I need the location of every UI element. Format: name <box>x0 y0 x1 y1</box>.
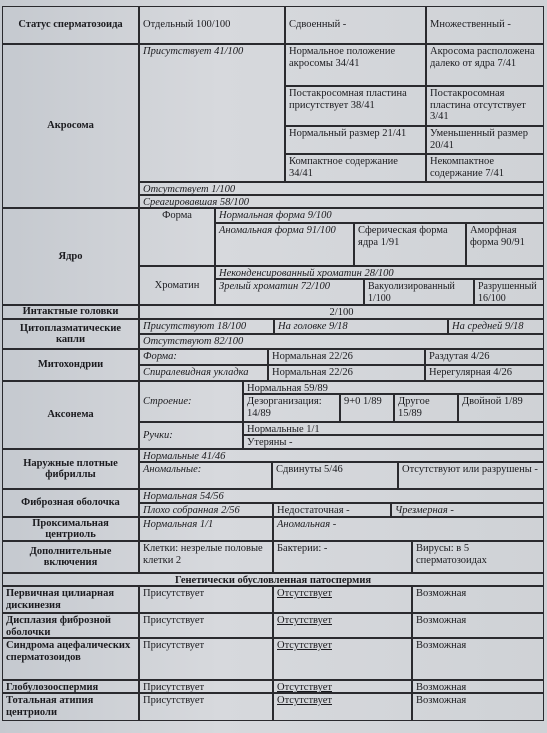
genetic-row-absent: Отсутствует <box>273 613 412 638</box>
sheath-insufficient: Недостаточная - <box>273 503 391 517</box>
handles-normal: Нормальные 1/1 <box>243 422 544 435</box>
fibrils-normal: Нормальные 41/46 <box>139 449 544 462</box>
genetic-row-absent: Отсутствует <box>273 638 412 680</box>
outer-fibrils-label: Наружные плотные фибриллы <box>2 449 139 489</box>
sheath-poorly: Плохо собранная 2/56 <box>139 503 273 517</box>
genetic-row-possible: Возможная <box>412 693 544 721</box>
genetic-row-absent: Отсутствует <box>273 586 412 613</box>
acrosome-far-position: Акросома расположена далеко от ядра 7/41 <box>426 44 544 86</box>
intact-heads-label: Интактные головки <box>2 305 139 319</box>
inclusions-bacteria: Бактерии: - <box>273 541 412 573</box>
cyto-drops-on-head: На головке 9/18 <box>274 319 448 334</box>
acrosome-compact: Компактное содержание 34/41 <box>285 154 426 182</box>
cyto-drops-present: Присутствуют 18/100 <box>139 319 274 334</box>
handles-lost: Утеряны - <box>243 435 544 449</box>
genetic-row-present: Присутствует <box>139 693 273 721</box>
genetic-row-present: Присутствует <box>139 613 273 638</box>
axoneme-handles: Ручки: <box>139 422 243 449</box>
genetic-title: Генетически обусловленная патоспермия <box>2 573 544 586</box>
acrosome-present: Присутствует 41/100 <box>139 44 285 182</box>
genetic-row-label: Тотальная атипия центриоли <box>2 693 139 721</box>
genetic-row-absent: Отсутствует <box>273 693 412 721</box>
chromatin-destroyed: Разрушенный 16/100 <box>474 279 544 305</box>
acrosome-reacted: Среагировавшая 58/100 <box>139 195 544 208</box>
axoneme-disorganization: Дезорганизация: 14/89 <box>243 394 340 422</box>
genetic-row-absent: Отсутствует <box>273 680 412 693</box>
axoneme-label: Аксонема <box>2 381 139 449</box>
mito-swollen: Раздутая 4/26 <box>425 349 544 365</box>
centriole-normal: Нормальная 1/1 <box>139 517 273 541</box>
chromatin-vacuolized: Вакуолизированный 1/100 <box>364 279 474 305</box>
nucleus-spherical: Сферическая форма ядра 1/91 <box>354 223 466 266</box>
acrosome-reduced-size: Уменьшенный размер 20/41 <box>426 126 544 154</box>
cyto-drops-middle: На средней 9/18 <box>448 319 544 334</box>
nucleus-form-label: Форма <box>139 208 215 266</box>
mitochondria-label: Митохондрии <box>2 349 139 381</box>
sheath-normal: Нормальная 54/56 <box>139 489 544 503</box>
mito-irregular: Нерегулярная 4/26 <box>425 365 544 381</box>
genetic-row-label: Дисплазия фиброзной оболочки <box>2 613 139 638</box>
inclusions-label: Дополнительные включения <box>2 541 139 573</box>
axoneme-structure: Строение: <box>139 381 243 422</box>
genetic-row-possible: Возможная <box>412 638 544 680</box>
postacrosomal-plate-absent: Постакросомная пластина отсутствует 3/41 <box>426 86 544 126</box>
postacrosomal-plate-present: Постакросомная пластина присутствует 38/41 <box>285 86 426 126</box>
axoneme-nine-zero: 9+0 1/89 <box>340 394 394 422</box>
acrosome-label: Акросома <box>2 44 139 208</box>
nucleus-abnormal-form: Аномальная форма 91/100 <box>215 223 354 266</box>
axoneme-double: Двойной 1/89 <box>458 394 544 422</box>
genetic-row-present: Присутствует <box>139 680 273 693</box>
nucleus-label: Ядро <box>2 208 139 305</box>
mito-form: Форма: <box>139 349 268 365</box>
fibrils-absent: Отсутствуют или разрушены - <box>398 462 544 489</box>
fibrous-sheath-label: Фиброзная оболочка <box>2 489 139 517</box>
genetic-row-label: Синдрома ацефалических сперматозоидов <box>2 638 139 680</box>
header-single: Отдельный 100/100 <box>139 6 285 44</box>
intact-heads-value: 2/100 <box>139 305 544 319</box>
genetic-row-present: Присутствует <box>139 586 273 613</box>
nucleus-chromatin-label: Хроматин <box>139 266 215 305</box>
chromatin-uncondensed: Неконденсированный хроматин 28/100 <box>215 266 544 279</box>
mito-normal-spiral: Нормальная 22/26 <box>268 365 425 381</box>
acrosome-absent: Отсутствует 1/100 <box>139 182 544 195</box>
axoneme-normal: Нормальная 59/89 <box>243 381 544 394</box>
mito-normal-form: Нормальная 22/26 <box>268 349 425 365</box>
genetic-row-label: Первичная цилиарная дискинезия <box>2 586 139 613</box>
genetic-row-possible: Возможная <box>412 613 544 638</box>
nucleus-amorphous: Аморфная форма 90/91 <box>466 223 544 266</box>
inclusions-viruses: Вирусы: в 5 сперматозоидах <box>412 541 544 573</box>
acrosome-normal-size: Нормальный размер 21/41 <box>285 126 426 154</box>
fibrils-shifted: Сдвинуты 5/46 <box>272 462 398 489</box>
header-multiple: Множественный - <box>426 6 544 44</box>
centriole-abnormal: Аномальная - <box>273 517 544 541</box>
genetic-row-possible: Возможная <box>412 586 544 613</box>
cytoplasmic-drops-label: Цитоплазматические капли <box>2 319 139 349</box>
header-double: Сдвоенный - <box>285 6 426 44</box>
centriole-label: Проксимальная центриоль <box>2 517 139 541</box>
acrosome-normal-position: Нормальное положение акросомы 34/41 <box>285 44 426 86</box>
chromatin-mature: Зрелый хроматин 72/100 <box>215 279 364 305</box>
header-status: Статус сперматозоида <box>2 6 139 44</box>
genetic-row-present: Присутствует <box>139 638 273 680</box>
mito-spiral: Спиралевидная укладка <box>139 365 268 381</box>
nucleus-normal-form: Нормальная форма 9/100 <box>215 208 544 223</box>
axoneme-other: Другое 15/89 <box>394 394 458 422</box>
cyto-drops-absent: Отсутствуют 82/100 <box>139 334 544 349</box>
acrosome-noncompact: Некомпактное содержание 7/41 <box>426 154 544 182</box>
genetic-row-label: Глобулозооспермия <box>2 680 139 693</box>
inclusions-cells: Клетки: незрелые половые клетки 2 <box>139 541 273 573</box>
fibrils-abnormal: Аномальные: <box>139 462 272 489</box>
sheath-excessive: Чрезмерная - <box>391 503 544 517</box>
genetic-row-possible: Возможная <box>412 680 544 693</box>
